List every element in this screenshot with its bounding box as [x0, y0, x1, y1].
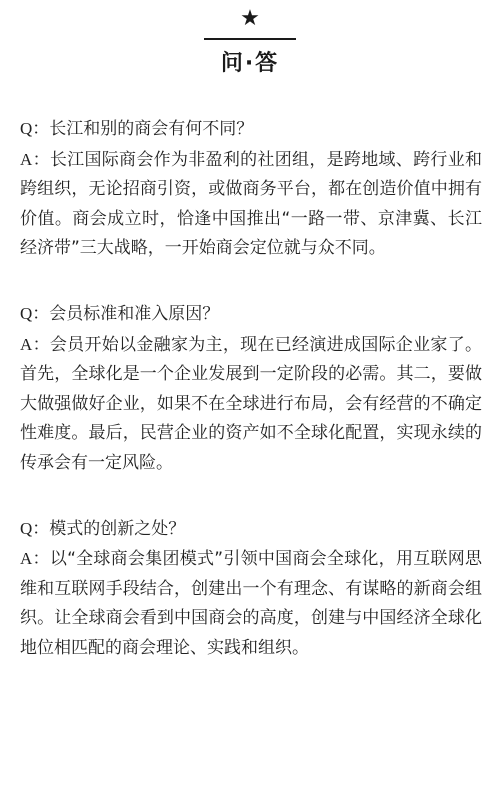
question-text: 会员标准和准入原因？: [49, 303, 220, 324]
qa-list: [20, 114, 482, 664]
question: [20, 299, 482, 330]
star-icon: ★: [240, 6, 260, 31]
answer-text: 会员开始以金融家为主，现在已经演进成国际企业家了。首先，全球化是一个企业发展到一定阶段的必需。其二，要做大做强做好企业，如果不在全球进行布局，会有经营的不确定性难度。最后，民营企业的资产如不全球化配置，实现永续的传承会有一定风险。: [20, 334, 482, 473]
qa-item: [20, 114, 482, 264]
answer: [20, 544, 482, 663]
question-text: 长江和别的商会有何不同？: [49, 119, 254, 139]
answer-prefix: A：: [20, 149, 50, 169]
question-text: 模式的创新之处？: [49, 518, 186, 539]
qa-item: [20, 299, 482, 479]
answer-prefix: A：: [20, 549, 50, 569]
answer: [20, 145, 482, 264]
answer-text: 以“全球商会集团模式”引领中国商会全球化，用互联网思维和互联网手段结合，创建出一个有理念、有谋略的新商会组织。让全球商会看到中国商会的高度，创建与中国经济全球化地位相匹配的商会理论、实践和组织。: [20, 549, 482, 658]
question: [20, 514, 482, 545]
answer: [20, 330, 482, 479]
answer-text: 长江国际商会作为非盈利的社团组，是跨地域、跨行业和跨组织，无论招商引资，或做商务平台，都在创造价值中拥有价值。商会成立时，恰逢中国推出“一路一带、京津冀、长江经济带”三大战略，一开始商会定位就与众不同。: [20, 149, 482, 259]
question: [20, 114, 482, 145]
question-prefix: Q：: [20, 303, 50, 323]
qa-item: [20, 514, 482, 664]
page-title: 问·答: [220, 51, 280, 76]
answer-prefix: A：: [20, 334, 50, 354]
question-prefix: Q：: [20, 518, 50, 538]
title-divider: [204, 38, 296, 40]
question-prefix: Q：: [20, 119, 50, 138]
